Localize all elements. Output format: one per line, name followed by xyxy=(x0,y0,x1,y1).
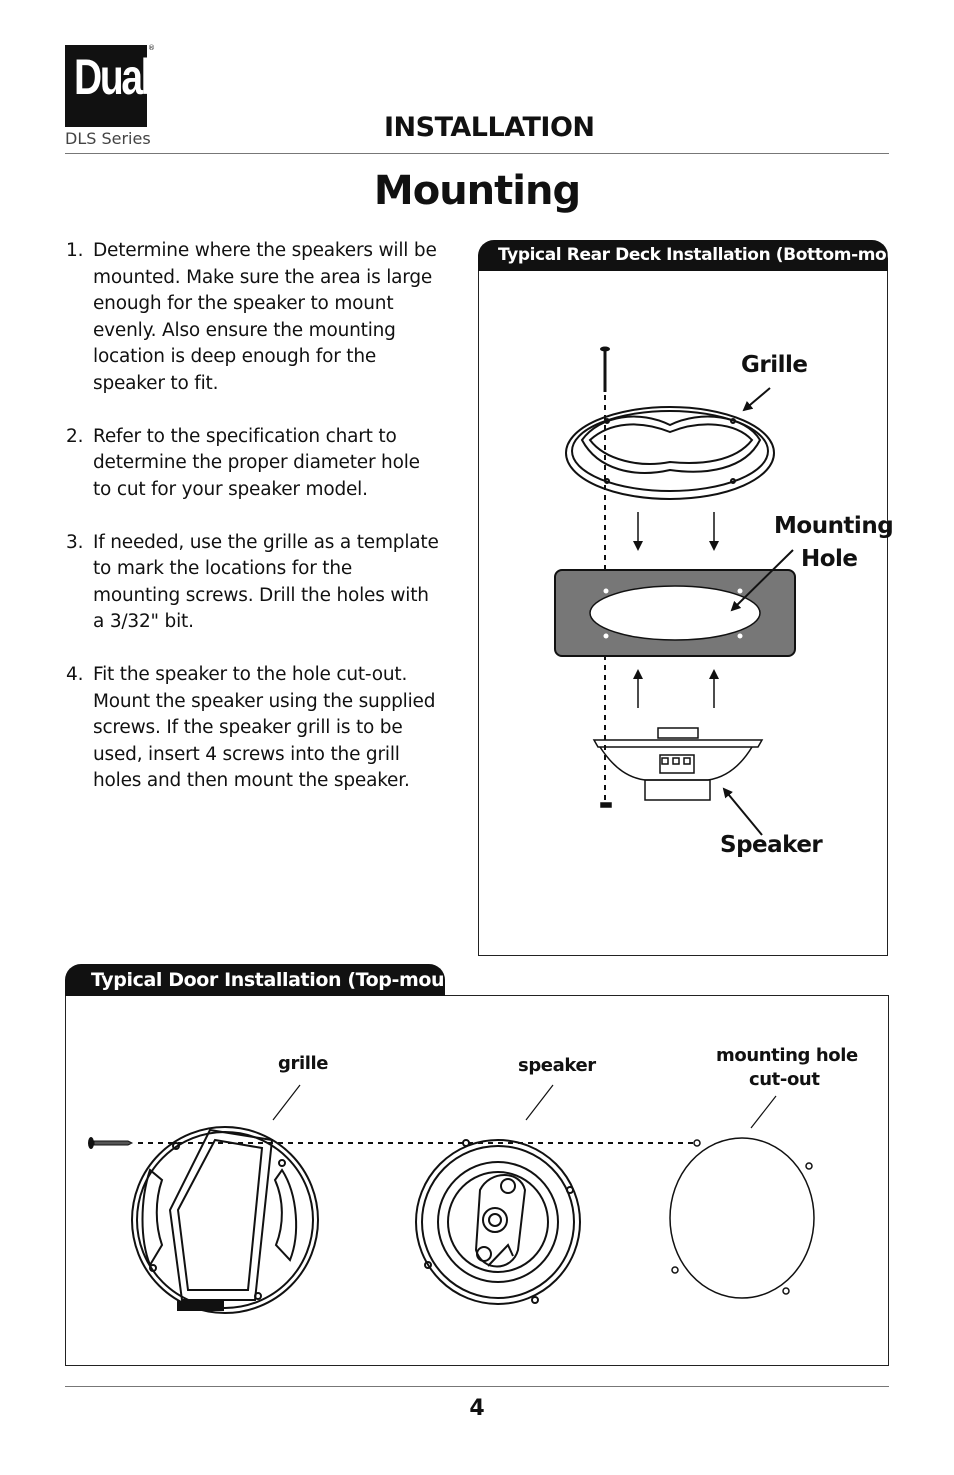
door-title: Typical Door Installation (Top-mount) xyxy=(65,964,445,996)
door-grille-drawing xyxy=(132,1127,318,1313)
series-label: DLS Series xyxy=(65,129,151,148)
door-speaker-label: speaker xyxy=(518,1055,596,1076)
brand-logo-text: Dual xyxy=(74,49,150,105)
page-number: 4 xyxy=(469,1396,485,1421)
door-screw-icon xyxy=(88,1137,132,1149)
door-cutout-label-line2: cut-out xyxy=(749,1069,820,1090)
footer-divider xyxy=(65,1386,889,1387)
instruction-step: 3. If needed, use the grille as a template to mark the locations for the mounting screws. Drill the holes with a 3/32" bit. xyxy=(66,531,439,632)
instruction-step: 2. Refer to the specification chart to determine the proper diameter hole to cut for your speaker model. xyxy=(66,425,420,500)
grille-label: Grille xyxy=(741,352,808,378)
mounting-cutout-drawing xyxy=(670,1138,814,1298)
instruction-step: 4. Fit the speaker to the hole cut-out. Mount the speaker using the supplied screws. If the speaker grill is to be used, insert 4 screws into the grill holes and then mount the speaker. xyxy=(66,664,436,791)
page-title: Mounting xyxy=(373,168,581,214)
rear-deck-title: Typical Rear Deck Installation (Bottom-mount) xyxy=(478,240,888,271)
door-speaker-drawing xyxy=(416,1140,580,1304)
mounting-hole-label-line1: Mounting xyxy=(774,513,894,539)
instruction-step: 1. Determine where the speakers will be mounted. Make sure the area is large enough for the speaker to mount evenly. Also ensure the mounting location is deep enough for the speaker to fit. xyxy=(66,240,437,394)
mounting-hole-label-line2: Hole xyxy=(801,546,858,572)
registered-mark: ® xyxy=(148,44,155,52)
speaker-label: Speaker xyxy=(720,832,823,858)
door-cutout-label-line1: mounting hole xyxy=(716,1045,858,1066)
door-grille-label: grille xyxy=(278,1053,329,1074)
section-title: INSTALLATION xyxy=(384,112,595,143)
